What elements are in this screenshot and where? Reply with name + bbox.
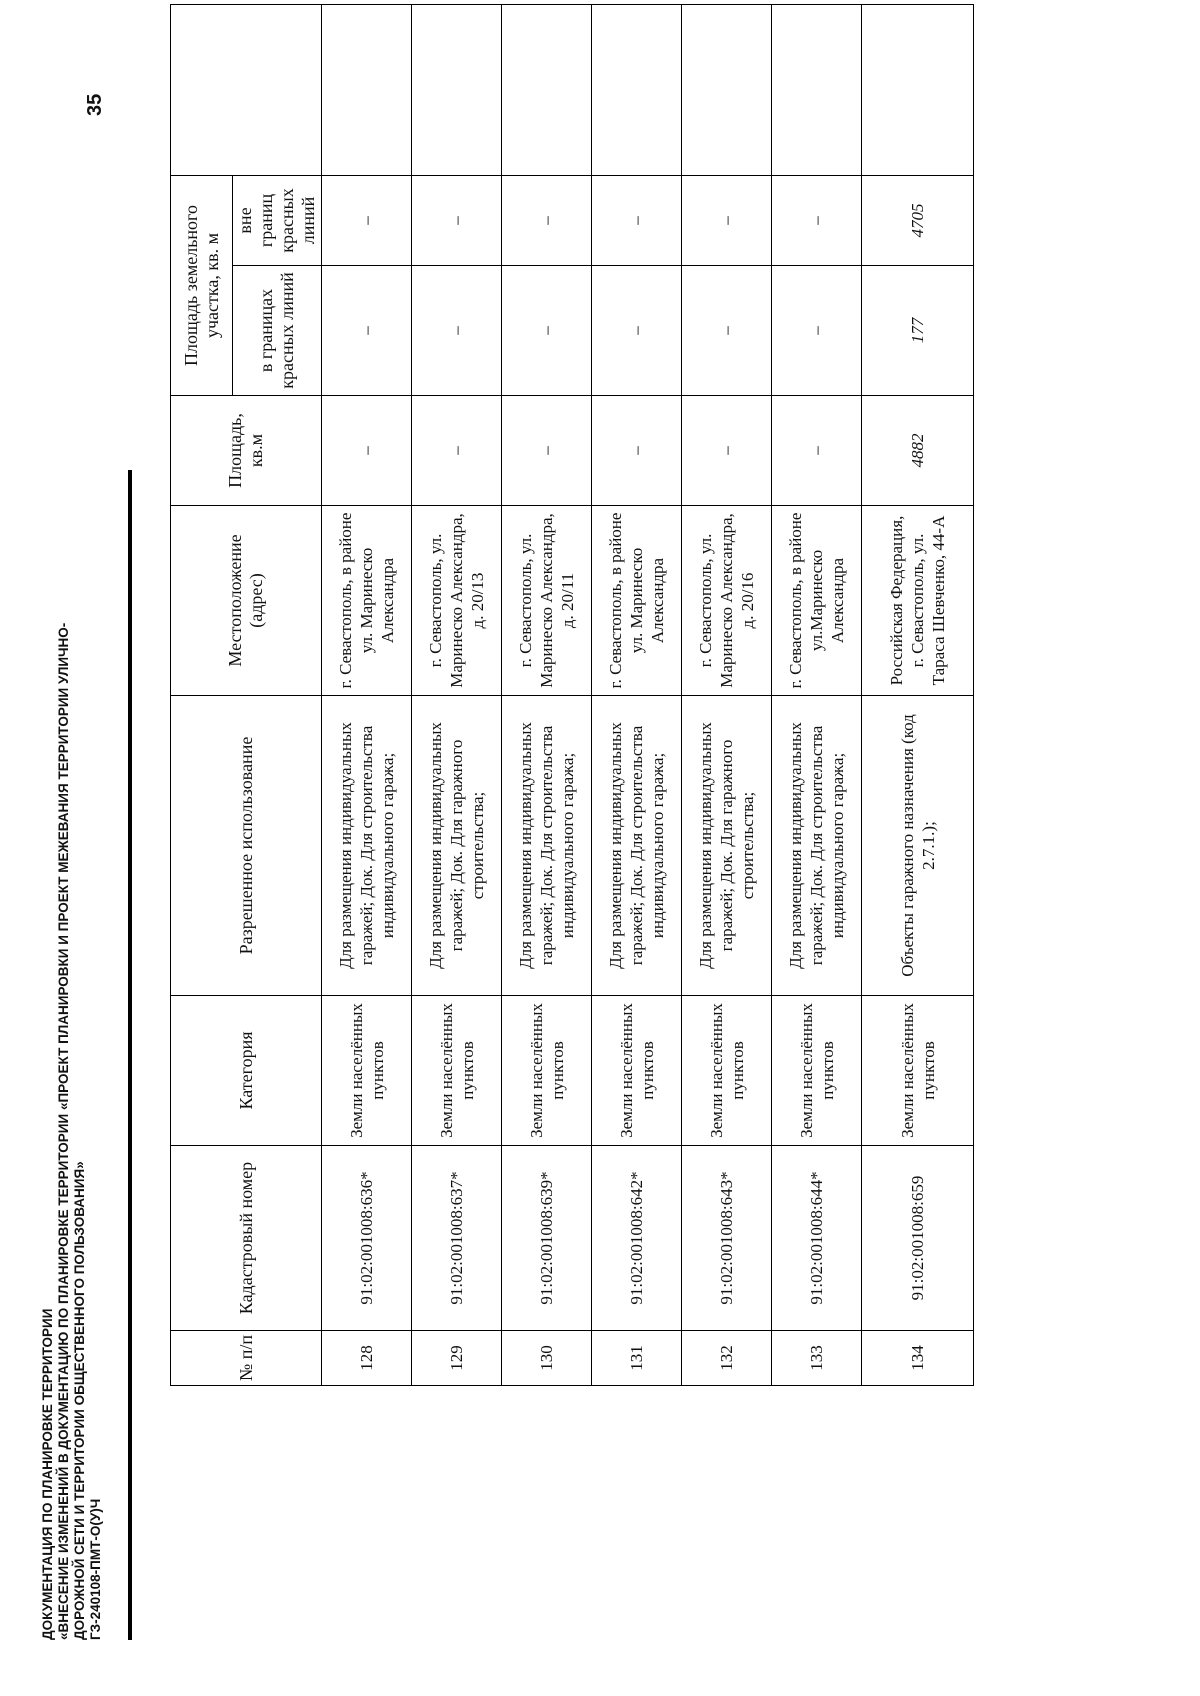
cell-cadastral: 91:02:001008:643* [682, 1146, 772, 1331]
header-num: № п/п [171, 1331, 322, 1386]
table-row [592, 5, 682, 1386]
cell-empty [772, 5, 862, 176]
cell-usage: Для размещения индивидуальных гаражей; Док. Для строительства индивидуального гаража; [322, 696, 412, 996]
cell-inside: – [502, 266, 592, 396]
cell-inside: – [682, 266, 772, 396]
cell-location: г. Севастополь, в районе ул. Маринеско Александра [322, 506, 412, 696]
cell-outside: – [502, 176, 592, 266]
header-divider [128, 470, 132, 1640]
cell-cadastral: 91:02:001008:659 [862, 1146, 974, 1331]
cell-category: Земли населённых пунктов [412, 996, 502, 1146]
cell-area: – [682, 396, 772, 506]
cell-inside: – [592, 266, 682, 396]
table-row [322, 5, 412, 1386]
cell-num: 128 [322, 1331, 412, 1386]
cell-outside: – [412, 176, 502, 266]
cell-location: г. Севастополь, ул. Маринеско Александра, д. 20/13 [412, 506, 502, 696]
cell-location: г. Севастополь, ул. Маринеско Александра, д. 20/11 [502, 506, 592, 696]
cell-empty [592, 5, 682, 176]
cell-area: – [772, 396, 862, 506]
cell-inside: 177 [862, 266, 974, 396]
header-line-4: ГЗ-240108-ПМТ-О(У)Ч [88, 1498, 103, 1640]
table-row [412, 5, 502, 1386]
cell-category: Земли населённых пунктов [862, 996, 974, 1146]
cell-location: г. Севастополь, в районе ул.Маринеско Александра [772, 506, 862, 696]
cell-cadastral: 91:02:001008:639* [502, 1146, 592, 1331]
cell-num: 130 [502, 1331, 592, 1386]
cell-location: г. Севастополь, в районе ул. Маринеско Александра [592, 506, 682, 696]
table-row [502, 5, 592, 1386]
document-header [40, 340, 104, 1640]
cell-inside: – [412, 266, 502, 396]
cell-area: – [412, 396, 502, 506]
header-category: Категория [171, 996, 322, 1146]
cell-category: Земли населённых пунктов [502, 996, 592, 1146]
cell-category: Земли населённых пунктов [682, 996, 772, 1146]
header-line-1: ДОКУМЕНТАЦИЯ ПО ПЛАНИРОВКЕ ТЕРРИТОРИИ [40, 1308, 55, 1640]
cell-category: Земли населённых пунктов [322, 996, 412, 1146]
cell-usage: Объекты гаражного назначения (код 2.7.1.); [862, 696, 974, 996]
land-plots-table [170, 4, 974, 1386]
header-area: Площадь, кв.м [171, 396, 322, 506]
cell-empty [682, 5, 772, 176]
cell-usage: Для размещения индивидуальных гаражей; Док. Для гаражного строительства; [412, 696, 502, 996]
cell-outside: – [592, 176, 682, 266]
cell-cadastral: 91:02:001008:644* [772, 1146, 862, 1331]
header-inside: в границах красных линий [233, 266, 322, 396]
header-location: Местоположение (адрес) [171, 506, 322, 696]
table-row [772, 5, 862, 1386]
cell-outside: – [772, 176, 862, 266]
cell-location: г. Севастополь, ул. Маринеско Александра, д. 20/16 [682, 506, 772, 696]
cell-empty [862, 5, 974, 176]
cell-inside: – [322, 266, 412, 396]
header-empty [171, 5, 322, 176]
cell-cadastral: 91:02:001008:636* [322, 1146, 412, 1331]
header-usage: Разрешенное использование [171, 696, 322, 996]
cell-outside: 4705 [862, 176, 974, 266]
cell-outside: – [322, 176, 412, 266]
cell-num: 129 [412, 1331, 502, 1386]
cell-empty [412, 5, 502, 176]
cell-num: 133 [772, 1331, 862, 1386]
header-cadastral: Кадастровый номер [171, 1146, 322, 1331]
cell-outside: – [682, 176, 772, 266]
cell-empty [502, 5, 592, 176]
cell-num: 134 [862, 1331, 974, 1386]
header-line-2: «ВНЕСЕНИЕ ИЗМЕНЕНИЙ В ДОКУМЕНТАЦИЮ ПО ПЛАНИРОВКЕ ТЕРРИТОРИИ «ПРОЕКТ ПЛАНИРОВКИ И ПРОЕКТ МЕЖЕВАНИЯ ТЕРРИТОРИИ УЛИЧНО- [56, 622, 71, 1640]
cell-cadastral: 91:02:001008:637* [412, 1146, 502, 1331]
cell-category: Земли населённых пунктов [772, 996, 862, 1146]
header-line-3: ДОРОЖНОЙ СЕТИ И ТЕРРИТОРИИ ОБЩЕСТВЕННОГО ПОЛЬЗОВАНИЯ» [72, 1161, 87, 1640]
cell-location: Российская Федерация, г. Севастополь, ул. Тараса Шевченко, 44-А [862, 506, 974, 696]
cell-empty [322, 5, 412, 176]
table-row [862, 5, 974, 1386]
cell-area: – [502, 396, 592, 506]
table-row [682, 5, 772, 1386]
header-land-area: Площадь земельного участка, кв. м [171, 176, 233, 396]
cell-area: – [322, 396, 412, 506]
cell-usage: Для размещения индивидуальных гаражей; Док. Для строительства индивидуального гаража; [592, 696, 682, 996]
cell-num: 131 [592, 1331, 682, 1386]
cell-usage: Для размещения индивидуальных гаражей; Док. Для строительства индивидуального гаража; [502, 696, 592, 996]
cell-usage: Для размещения индивидуальных гаражей; Док. Для гаражного строительства; [682, 696, 772, 996]
cell-area: – [592, 396, 682, 506]
cell-cadastral: 91:02:001008:642* [592, 1146, 682, 1331]
cell-category: Земли населённых пунктов [592, 996, 682, 1146]
cell-usage: Для размещения индивидуальных гаражей; Док. Для строительства индивидуального гаража; [772, 696, 862, 996]
cell-inside: – [772, 266, 862, 396]
cell-area: 4882 [862, 396, 974, 506]
header-outside: вне границ красных линий [233, 176, 322, 266]
page-number: 35 [84, 93, 106, 116]
cell-num: 132 [682, 1331, 772, 1386]
